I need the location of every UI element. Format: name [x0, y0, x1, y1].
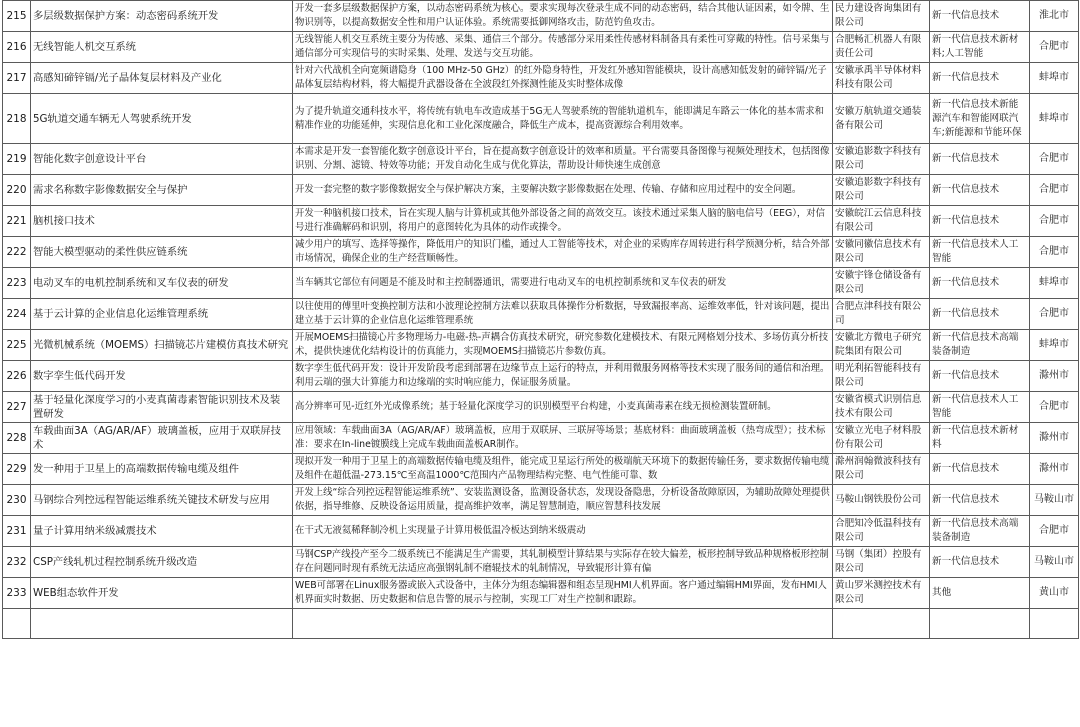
- company-name: 明光利拓智能科技有限公司: [833, 361, 930, 392]
- row-number: 230: [3, 485, 31, 516]
- demand-description: WEB可部署在Linux服务器或嵌入式设备中，主体分为组态编辑器和组态呈现HMI人机界面。客户通过编辑HMI界面，发布HMI人机界面实时数据、历史数据和信息告警的展示与控制，实现工厂对生产控制和跟踪。: [293, 578, 833, 609]
- table-row: [3, 392, 1079, 423]
- city-name: 黄山市: [1030, 578, 1079, 609]
- table-row: [3, 423, 1079, 454]
- table-row: [3, 268, 1079, 299]
- demand-name: 多层级数据保护方案：动态密码系统开发: [31, 1, 293, 32]
- company-name: 安徽省模式识别信息技术有限公司: [833, 392, 930, 423]
- demand-table: [2, 0, 1079, 639]
- industry-field: 新一代信息技术: [930, 63, 1030, 94]
- table-row: [3, 299, 1079, 330]
- demand-description: 开发一套多层级数据保护方案，以动态密码系统为核心。要求实现每次登录生成不同的动态密码，结合其他认证因素，如令牌、生物识别等，以提高数据安全性和用户认证体验。系统需要抵御网络攻击，防范钓鱼攻击。: [293, 1, 833, 32]
- table-row: [3, 144, 1079, 175]
- city-name: 蚌埠市: [1030, 63, 1079, 94]
- company-name: 合肥点津科技有限公司: [833, 299, 930, 330]
- demand-description: 开发一套完整的数字影像数据安全与保护解决方案，主要解决数字影像数据在处理、传输、存储和应用过程中的安全问题。: [293, 175, 833, 206]
- table-row: [3, 516, 1079, 547]
- industry-field: 新一代信息技术: [930, 299, 1030, 330]
- empty-cell: [1030, 609, 1079, 639]
- table-row: [3, 547, 1079, 578]
- demand-name: 高感知碲锌镉/光子晶体复层材料及产业化: [31, 63, 293, 94]
- demand-name: WEB组态软件开发: [31, 578, 293, 609]
- company-name: 安徽立光电子材料股份有限公司: [833, 423, 930, 454]
- city-name: 合肥市: [1030, 299, 1079, 330]
- table-row: [3, 63, 1079, 94]
- row-number: 221: [3, 206, 31, 237]
- company-name: 合肥知冷低温科技有限公司: [833, 516, 930, 547]
- table-row: [3, 1, 1079, 32]
- table-row: [3, 578, 1079, 609]
- demand-description: 高分辨率可见-近红外光成像系统；基于轻量化深度学习的识别模型平台构建，小麦真菌毒素在线无损检测装置研制。: [293, 392, 833, 423]
- demand-name: 电动叉车的电机控制系统和叉车仪表的研发: [31, 268, 293, 299]
- row-number: 226: [3, 361, 31, 392]
- city-name: 合肥市: [1030, 175, 1079, 206]
- demand-name: 光微机械系统（MOEMS）扫描镜芯片建模仿真技术研究: [31, 330, 293, 361]
- industry-field: 新一代信息技术: [930, 485, 1030, 516]
- city-name: 合肥市: [1030, 237, 1079, 268]
- city-name: 蚌埠市: [1030, 330, 1079, 361]
- company-name: 安徽同徽信息技术有限公司: [833, 237, 930, 268]
- row-number: 231: [3, 516, 31, 547]
- demand-name: 量子计算用纳米级减震技术: [31, 516, 293, 547]
- city-name: 马鞍山市: [1030, 547, 1079, 578]
- company-name: 安徽承禹半导体材料科技有限公司: [833, 63, 930, 94]
- demand-name: 数字孪生低代码开发: [31, 361, 293, 392]
- city-name: 合肥市: [1030, 392, 1079, 423]
- table-row: [3, 454, 1079, 485]
- row-number: 232: [3, 547, 31, 578]
- city-name: 合肥市: [1030, 206, 1079, 237]
- demand-description: 无线智能人机交互系统主要分为传感、采集、通信三个部分。传感部分采用柔性传感材料制备具有柔性可穿戴的特性。信号采集与通信部分可实现信号的实时采集、处理、发送与交互功能。: [293, 32, 833, 63]
- demand-description: 以往使用的傅里叶变换控制方法和小波理论控制方法难以获取具体操作分析数据，导致漏报率高、运维效率低，针对该问题，提出建立基于云计算的企业信息化运维管理系统: [293, 299, 833, 330]
- demand-description: 当车辆其它部位有问题是不能及时和主控制器通讯，需要进行电动叉车的电机控制系统和叉车仪表的研发: [293, 268, 833, 299]
- demand-description: 在干式无液氦稀释制冷机上实现量子计算用极低温冷板达到纳米级震动: [293, 516, 833, 547]
- row-number: 227: [3, 392, 31, 423]
- demand-name: 马钢综合列控远程智能运维系统关键技术研发与应用: [31, 485, 293, 516]
- demand-name: 基于轻量化深度学习的小麦真菌毒素智能识别技术及装置研发: [31, 392, 293, 423]
- demand-name: CSP产线轧机过程控制系统升级改造: [31, 547, 293, 578]
- demand-description: 马钢CSP产线投产至今二级系统已不能满足生产需要，其轧制模型计算结果与实际存在较大偏差，板形控制导致品种规格板形控制存在问题同时现有系统无法适应高强钢轧制不磨辊技术的轧制情况，导致辊形计算有偏: [293, 547, 833, 578]
- company-name: 安徽宇锋仓储设备有限公司: [833, 268, 930, 299]
- demand-description: 现拟开发一种用于卫星上的高端数据传输电缆及组件，能完成卫星运行所处的极端航天环境下的数据传输任务，要求数据传输电缆及组件在超低温-273.15℃至高温1000℃范围内产品物理结构完整、电气性能可靠、数: [293, 454, 833, 485]
- demand-name: 智能化数字创意设计平台: [31, 144, 293, 175]
- empty-cell: [930, 609, 1030, 639]
- industry-field: 新一代信息技术: [930, 361, 1030, 392]
- industry-field: 新一代信息技术: [930, 454, 1030, 485]
- demand-name: 脑机接口技术: [31, 206, 293, 237]
- industry-field: 新一代信息技术新材料: [930, 423, 1030, 454]
- company-name: 安徽皖江云信息科技有限公司: [833, 206, 930, 237]
- industry-field: 新一代信息技术人工智能: [930, 237, 1030, 268]
- row-number: 218: [3, 94, 31, 144]
- industry-field: 新一代信息技术新材料;人工智能: [930, 32, 1030, 63]
- industry-field: 新一代信息技术高端装备制造: [930, 330, 1030, 361]
- empty-cell: [31, 609, 293, 639]
- demand-description: 开展MOEMS扫描镜心片多物理场力-电磁-热-声耦合仿真技术研究，研究参数化建模技术、有限元网格划分技术、多场仿真分析技术，提供快速优化结构设计的仿真能力，实现MOEMS扫描镜芯片参数仿真。: [293, 330, 833, 361]
- company-name: 合肥畅汇机器人有限责任公司: [833, 32, 930, 63]
- demand-name: 5G轨道交通车辆无人驾驶系统开发: [31, 94, 293, 144]
- demand-description: 本需求是开发一套智能化数字创意设计平台，旨在提高数字创意设计的效率和质量。平台需要具备图像与视频处理技术，包括图像识别、分割、滤镜、特效等功能；开发自动化生成与优化算法，帮助设计师快速生成创意: [293, 144, 833, 175]
- row-number: 225: [3, 330, 31, 361]
- table-row: [3, 330, 1079, 361]
- row-number: 217: [3, 63, 31, 94]
- demand-name: 基于云计算的企业信息化运维管理系统: [31, 299, 293, 330]
- city-name: 滁州市: [1030, 423, 1079, 454]
- company-name: 安徽万航轨道交通装备有限公司: [833, 94, 930, 144]
- city-name: 淮北市: [1030, 1, 1079, 32]
- row-number: 219: [3, 144, 31, 175]
- table-row: [3, 485, 1079, 516]
- industry-field: 新一代信息技术: [930, 547, 1030, 578]
- city-name: 蚌埠市: [1030, 94, 1079, 144]
- row-number: 216: [3, 32, 31, 63]
- row-number: 215: [3, 1, 31, 32]
- industry-field: 新一代信息技术新能源汽车和智能网联汽车;新能源和节能环保: [930, 94, 1030, 144]
- city-name: 滁州市: [1030, 454, 1079, 485]
- industry-field: 新一代信息技术高端装备制造: [930, 516, 1030, 547]
- company-name: 民力建设咨询集团有限公司: [833, 1, 930, 32]
- table-row: [3, 32, 1079, 63]
- company-name: 滁州润翰微波科技有限公司: [833, 454, 930, 485]
- company-name: 黄山罗米测控技术有限公司: [833, 578, 930, 609]
- row-number: 224: [3, 299, 31, 330]
- table-body: [3, 1, 1079, 639]
- table-row: [3, 237, 1079, 268]
- table-row: [3, 175, 1079, 206]
- demand-description: 开发一种脑机接口技术，旨在实现人脑与计算机或其他外部设备之间的高效交互。该技术通过采集人脑的脑电信号（EEG），对信号进行准确解码和识别，将用户的意图转化为具体的动作或操令。: [293, 206, 833, 237]
- city-name: 马鞍山市: [1030, 485, 1079, 516]
- industry-field: 其他: [930, 578, 1030, 609]
- city-name: 合肥市: [1030, 516, 1079, 547]
- table-row: [3, 94, 1079, 144]
- industry-field: 新一代信息技术: [930, 144, 1030, 175]
- city-name: 合肥市: [1030, 144, 1079, 175]
- demand-name: 发一种用于卫星上的高端数据传输电缆及组件: [31, 454, 293, 485]
- row-number: 233: [3, 578, 31, 609]
- row-number: 223: [3, 268, 31, 299]
- row-number: 220: [3, 175, 31, 206]
- empty-cell: [3, 609, 31, 639]
- table-row: [3, 206, 1079, 237]
- row-number: 228: [3, 423, 31, 454]
- company-name: 马钢（集团）控股有限公司: [833, 547, 930, 578]
- company-name: 安徽追影数字科技有限公司: [833, 175, 930, 206]
- table-row: [3, 361, 1079, 392]
- demand-name: 需求名称数字影像数据安全与保护: [31, 175, 293, 206]
- demand-name: 车载曲面3A（AG/AR/AF）玻璃盖板，应用于双联屏技术: [31, 423, 293, 454]
- demand-description: 为了提升轨道交通科技水平，将传统有轨电车改造成基于5G无人驾驶系统的智能轨道机车，能即满足车路云一体化的基本需求和精准作业的功能延伸，实现信息化和工业化深度融合，降低生产成本，提高资源综合利用效率。: [293, 94, 833, 144]
- demand-description: 数字孪生低代码开发：设计开发阶段考虑到部署在边缘节点上运行的特点，并利用微服务网格等技术实现了服务间的通信和治理。利用云端的强大计算能力和边缘端的实时响应能力，保证服务质量。: [293, 361, 833, 392]
- company-name: 安徽追影数字科技有限公司: [833, 144, 930, 175]
- row-number: 229: [3, 454, 31, 485]
- city-name: 合肥市: [1030, 32, 1079, 63]
- company-name: 安徽北方微电子研究院集团有限公司: [833, 330, 930, 361]
- empty-cell: [833, 609, 930, 639]
- city-name: 蚌埠市: [1030, 268, 1079, 299]
- empty-row: [3, 609, 1079, 639]
- industry-field: 新一代信息技术: [930, 206, 1030, 237]
- company-name: 马鞍山钢铁股份公司: [833, 485, 930, 516]
- industry-field: 新一代信息技术: [930, 268, 1030, 299]
- industry-field: 新一代信息技术: [930, 1, 1030, 32]
- demand-description: 针对六代战机全向宽频谱隐身（100 MHz-50 GHz）的红外隐身特性，开发红外感知智能模块，设计高感知低发射的碲锌镉/光子晶体复层结构材料，将大幅提升武器设备在全波段红外探测性能及实时整体成像: [293, 63, 833, 94]
- demand-description: 减少用户的填写、选择等操作，降低用户的知识门槛，通过人工智能等技术，对企业的采购库存周转进行科学预测分析，结合外部市场情况，确保企业的生产经营顺畅性。: [293, 237, 833, 268]
- demand-description: 应用领域：车载曲面3A（AG/AR/AF）玻璃盖板，应用于双联屏、三联屏等场景；基底材料：曲面玻璃盖板（热弯成型）；技术标准：要求在In-line镀膜线上完成车载曲面盖板AR制作。: [293, 423, 833, 454]
- industry-field: 新一代信息技术人工智能: [930, 392, 1030, 423]
- demand-description: 开发上线“综合列控远程智能运维系统”、安装监测设备，监测设备状态，发现设备隐患，分析设备故障原因，为辅助故障处理提供依据，指导维修、反映设备运用质量，提高维护效率，满足智慧制造，顺应智慧科技发展: [293, 485, 833, 516]
- empty-cell: [293, 609, 833, 639]
- row-number: 222: [3, 237, 31, 268]
- demand-name: 无线智能人机交互系统: [31, 32, 293, 63]
- city-name: 滁州市: [1030, 361, 1079, 392]
- industry-field: 新一代信息技术: [930, 175, 1030, 206]
- demand-name: 智能大模型驱动的柔性供应链系统: [31, 237, 293, 268]
